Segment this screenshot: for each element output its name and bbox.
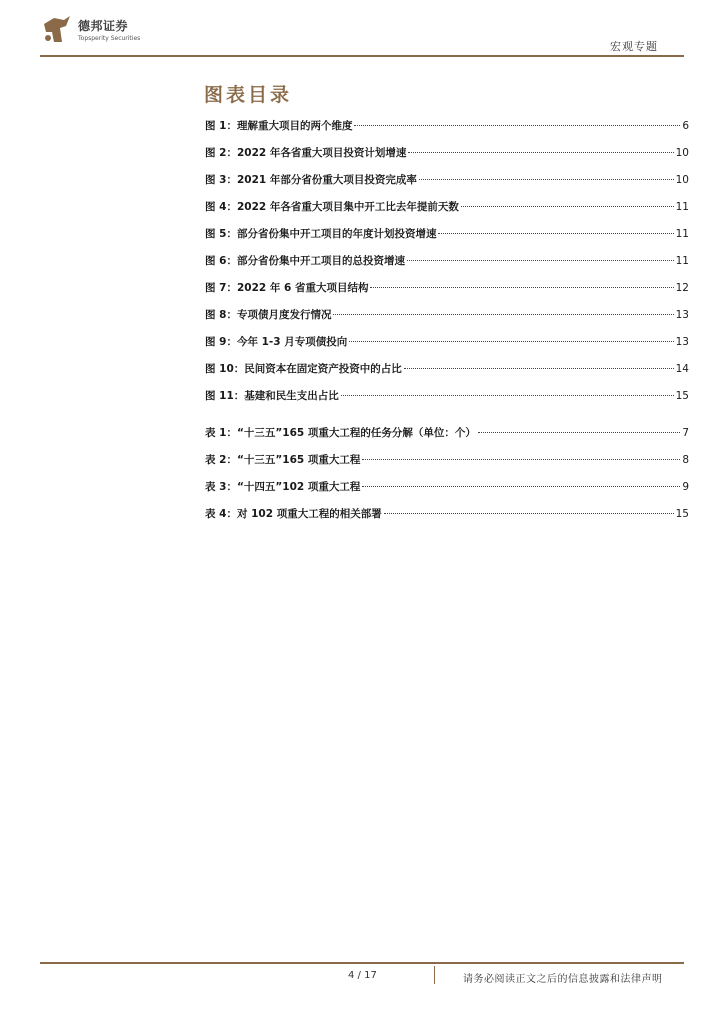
toc-entry[interactable] xyxy=(205,253,689,280)
dot-leader xyxy=(461,206,674,207)
brand-logo xyxy=(40,14,141,46)
toc-entry-label: 图 11：基建和民生支出占比 xyxy=(205,390,339,402)
dot-leader xyxy=(370,287,673,288)
header-divider xyxy=(40,55,684,57)
toc-entry-label: 图 4：2022 年各省重大项目集中开工比去年提前天数 xyxy=(205,201,459,213)
toc-entry-label: 图 7：2022 年 6 省重大项目结构 xyxy=(205,282,369,294)
dot-leader xyxy=(384,513,674,514)
toc-entry-page: 6 xyxy=(682,120,689,132)
toc-entry-label: 表 3：“十四五”102 项重大工程 xyxy=(205,481,361,493)
toc-entry-label: 图 9：今年 1-3 月专项债投向 xyxy=(205,336,348,348)
toc-entry[interactable] xyxy=(205,334,689,361)
table-list xyxy=(205,425,689,533)
dot-leader xyxy=(407,260,674,261)
toc-entry-page: 12 xyxy=(675,282,689,294)
toc-entry-label: 表 1：“十三五”165 项重大工程的任务分解（单位：个） xyxy=(205,427,476,439)
footer-separator xyxy=(434,966,435,984)
toc-entry-page: 14 xyxy=(675,363,689,375)
toc-entry[interactable] xyxy=(205,425,689,452)
toc-title: 图表目录 xyxy=(204,84,293,106)
toc-entry[interactable] xyxy=(205,506,689,533)
dot-leader xyxy=(408,152,673,153)
toc-entry-page: 11 xyxy=(675,201,689,213)
toc-entry-page: 7 xyxy=(682,427,689,439)
report-type-label: 宏观专题 xyxy=(610,40,658,53)
toc-entry[interactable] xyxy=(205,361,689,388)
dot-leader xyxy=(362,459,680,460)
disclaimer-text: 请务必阅读正文之后的信息披露和法律声明 xyxy=(463,974,663,985)
toc-entry[interactable] xyxy=(205,226,689,253)
toc-entry-page: 11 xyxy=(675,255,689,267)
brand-name-cn: 德邦证券 xyxy=(78,19,129,33)
toc-entry-label: 图 6：部分省份集中开工项目的总投资增速 xyxy=(205,255,405,267)
footer-divider xyxy=(40,962,684,964)
toc-entry-label: 图 8：专项债月度发行情况 xyxy=(205,309,332,321)
dot-leader xyxy=(354,125,680,126)
dot-leader xyxy=(478,432,680,433)
toc-entry[interactable] xyxy=(205,118,689,145)
page-header xyxy=(0,0,724,60)
toc-entry-label: 表 4：对 102 项重大工程的相关部署 xyxy=(205,508,382,520)
dot-leader xyxy=(341,395,674,396)
toc-entry[interactable] xyxy=(205,452,689,479)
toc-entry-label: 图 1：理解重大项目的两个维度 xyxy=(205,120,353,132)
toc-entry-page: 10 xyxy=(675,147,689,159)
toc-entry-page: 10 xyxy=(675,174,689,186)
dot-leader xyxy=(404,368,674,369)
brand-name-en: Topsperity Securities xyxy=(78,35,141,42)
toc-entry[interactable] xyxy=(205,145,689,172)
toc-entry[interactable] xyxy=(205,280,689,307)
toc-entry-page: 15 xyxy=(675,390,689,402)
toc-entry-label: 表 2：“十三五”165 项重大工程 xyxy=(205,454,361,466)
dot-leader xyxy=(333,314,673,315)
dot-leader xyxy=(438,233,673,234)
toc-entry[interactable] xyxy=(205,307,689,334)
figure-list xyxy=(205,118,689,415)
toc-entry-label: 图 3：2021 年部分省份重大项目投资完成率 xyxy=(205,174,417,186)
toc-entry-page: 9 xyxy=(682,481,689,493)
dot-leader xyxy=(349,341,673,342)
brand-logo-icon xyxy=(40,14,74,46)
dot-leader xyxy=(419,179,674,180)
dot-leader xyxy=(362,486,680,487)
toc-entry-page: 13 xyxy=(675,336,689,348)
toc-entry-label: 图 5：部分省份集中开工项目的年度计划投资增速 xyxy=(205,228,437,240)
toc-entry-label: 图 10：民间资本在固定资产投资中的占比 xyxy=(205,363,402,375)
toc-entry-page: 8 xyxy=(682,454,689,466)
toc-entry-page: 15 xyxy=(675,508,689,520)
toc-entry-label: 图 2：2022 年各省重大项目投资计划增速 xyxy=(205,147,407,159)
toc-entry[interactable] xyxy=(205,199,689,226)
toc-entry[interactable] xyxy=(205,172,689,199)
page-number: 4 / 17 xyxy=(348,970,377,981)
toc-entry-page: 11 xyxy=(675,228,689,240)
toc-entry[interactable] xyxy=(205,388,689,415)
toc-entry[interactable] xyxy=(205,479,689,506)
toc-entry-page: 13 xyxy=(675,309,689,321)
